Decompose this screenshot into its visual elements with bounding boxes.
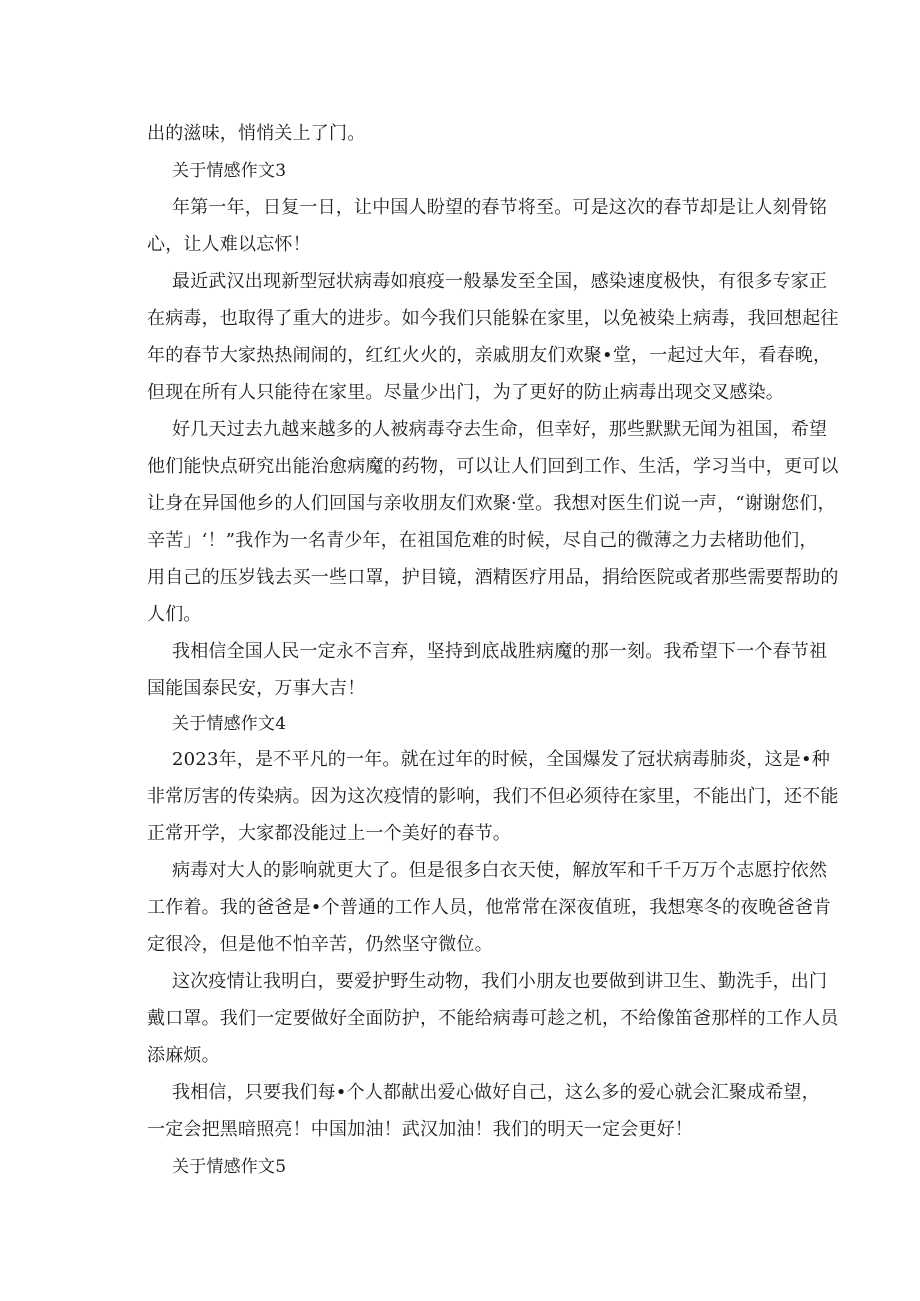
paragraph-line: 国能国泰民安，万事大吉！ — [147, 678, 366, 699]
paragraph-line: 一定会把黑暗照亮！中国加油！武汉加油！我们的明天一定会更好！ — [147, 1119, 693, 1140]
section-heading: 关于情感作文3 — [172, 161, 287, 181]
paragraph-line: 2023年，是不平凡的一年。就在过年的时候，全国爆发了冠状病毒肺炎，这是•种 — [172, 749, 831, 770]
paragraph-line: 工作着。我的爸爸是•个普通的工作人员，他常常在深夜值班，我想寒冬的夜晚爸爸肯 — [147, 897, 832, 918]
paragraph-line: 他们能快点研究出能治愈病魔的药物，可以让人们回到工作、生活，学习当中，更可以 — [147, 456, 839, 477]
paragraph-line: 心，让人难以忘怀！ — [147, 234, 311, 255]
paragraph-line: 病毒对大人的影响就更大了。但是很多白衣天使，解放军和千千万万个志愿拧依然 — [172, 860, 828, 881]
paragraph-line: 定很冷，但是他不怕辛苦，仍然坚守微位。 — [147, 934, 493, 955]
paragraph-line: 我相信，只要我们每•个人都献出爱心做好自己，这么多的爱心就会汇聚成希望， — [172, 1082, 820, 1103]
paragraph-line: 让身在异国他乡的人们回国与亲收朋友们欢聚·堂。我想对医生们说一声，“谢谢您们， — [147, 493, 836, 514]
section-heading: 关于情感作文5 — [172, 1157, 287, 1177]
paragraph-line: 出的滋味，悄悄关上了门。 — [147, 123, 366, 144]
paragraph-line: 年第一年，日复一日，让中国人盼望的春节将至。可是这次的春节却是让人刻骨铭 — [172, 197, 828, 218]
paragraph-line: 年的春节大家热热闹闹的，红红火火的，亲戚朋友们欢聚•堂，一起过大年，看春晚， — [147, 345, 832, 366]
paragraph-line: 人们。 — [147, 604, 202, 625]
paragraph-line: 用自己的压岁钱去买一些口罩，护目镜，酒精医疗用品，捐给医院或者那些需要帮助的 — [147, 567, 839, 588]
paragraph-line: 辛苦」‘！”我作为一名青少年，在祖国危难的时候，尽自己的微薄之力去楮助他们， — [147, 530, 818, 551]
paragraph-line: 戴口罩。我们一定要做好全面防护，不能给病毒可趁之机，不给像笛爸那样的工作人员 — [147, 1008, 839, 1029]
paragraph-line: 好几天过去九越来越多的人被病毒夺去生命，但幸好，那些默默无闻为祖国，希望 — [172, 419, 828, 440]
paragraph-line: 在病毒，也取得了重大的进步。如今我们只能躲在家里，以免被染上病毒，我回想起往 — [147, 308, 839, 329]
paragraph-line: 但现在所有人只能待在家里。尽量少出门，为了更好的防止病毒出现交叉感染。 — [147, 382, 784, 403]
paragraph-line: 正常开学，大家都没能过上一个美好的春节。 — [147, 823, 511, 844]
paragraph-line: 添麻烦。 — [147, 1045, 220, 1066]
paragraph-line: 这次疫情让我明白，要爱护野生动物，我们小朋友也要做到讲卫生、勤洗手，出门 — [172, 971, 828, 992]
paragraph-line: 最近武汉出现新型冠状病毒如痕疫一般暴发至全国，感染速度极快，有很多专家正 — [172, 271, 828, 292]
paragraph-line: 非常厉害的传染病。因为这次疫情的影响，我们不但必须待在家里，不能出门，还不能 — [147, 786, 839, 807]
paragraph-line: 我相信全国人民一定永不言弃，坚持到底战胜病魔的那一刻。我希望下一个春节祖 — [172, 641, 828, 662]
section-heading: 关于情感作文4 — [172, 714, 287, 734]
